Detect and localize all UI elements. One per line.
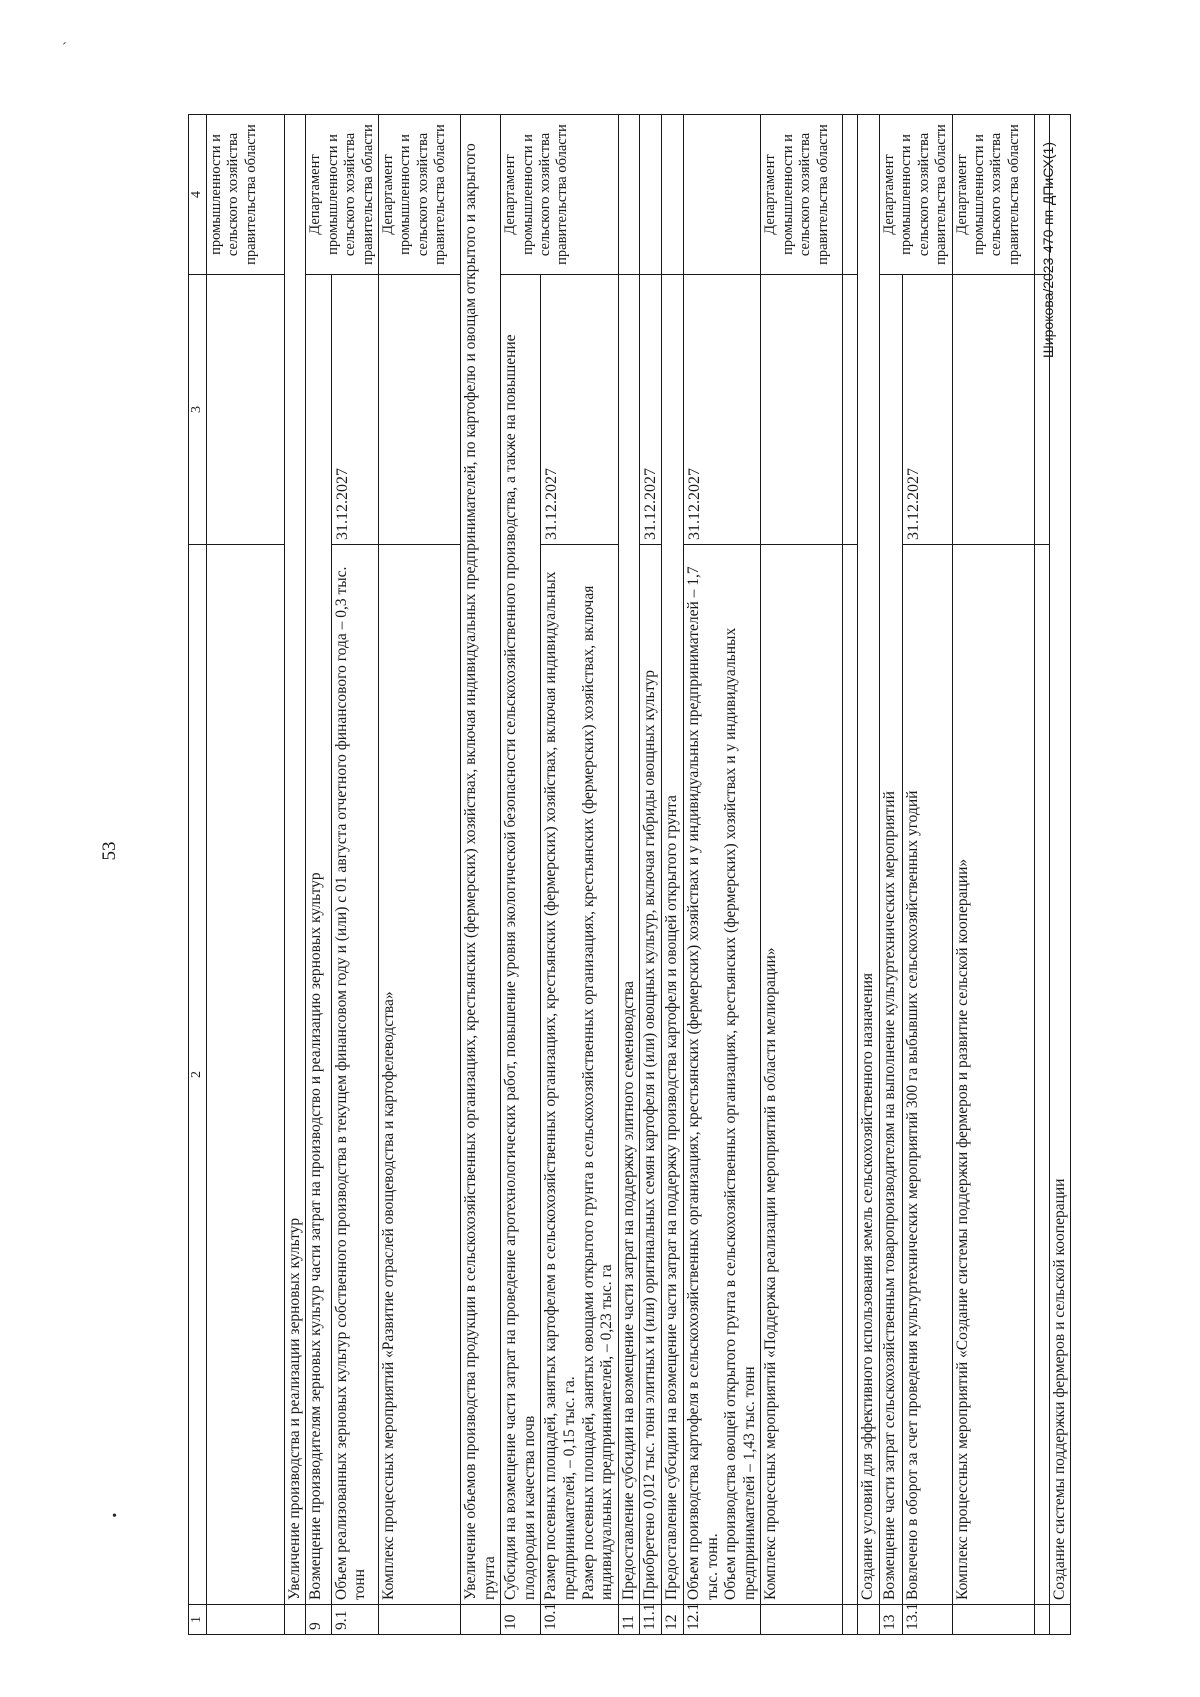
scan-speck: ´ bbox=[62, 41, 67, 56]
table-row bbox=[206, 115, 284, 1635]
table-row bbox=[880, 115, 903, 1635]
header-col-3: 3 bbox=[189, 275, 207, 545]
section-title: Увеличение производства и реализации зерновых культур bbox=[284, 115, 306, 1605]
row-text-part: Объем производства картофеля в сельскохозяйственных организациях, крестьянских (фермерских) хозяйствах и у индивидуальных предпринимателей – 1,7 тыс. тонн. bbox=[685, 566, 721, 1600]
table-row bbox=[684, 115, 761, 1635]
deadline-date: 31.12.2027 bbox=[331, 275, 378, 545]
deadline-date: 31.12.2027 bbox=[684, 275, 761, 545]
section-row bbox=[1049, 115, 1071, 1635]
complex-title: Комплекс процессных мероприятий «Создание системы поддержки фермеров и развитие сельской кооперации» bbox=[952, 545, 1034, 1605]
measures-table bbox=[188, 114, 1071, 1635]
deadline-date: 31.12.2027 bbox=[541, 275, 618, 545]
responsible-dept: Департамент промышленности и сельского хозяйства правительства области bbox=[952, 115, 1034, 275]
row-text bbox=[684, 545, 761, 1605]
table-row bbox=[541, 115, 618, 1635]
header-col-4: 4 bbox=[189, 115, 207, 275]
row-number: 9 bbox=[306, 1605, 331, 1635]
section-title: Создание системы поддержки фермеров и сельской кооперации bbox=[1049, 115, 1071, 1605]
header-col-1: 1 bbox=[189, 1605, 207, 1635]
section-title: Увеличение объемов производства продукции в сельскохозяйственных организациях, крестьянских (фермерских) хозяйствах, включая индивидуальных предпринимателей, по картофелю и овощам открытого и закрытого грунта bbox=[460, 115, 500, 1605]
table-row bbox=[378, 115, 460, 1635]
section-row bbox=[284, 115, 306, 1635]
table-row bbox=[761, 115, 843, 1635]
header-col-2: 2 bbox=[189, 545, 207, 1605]
dept-continuation: промышленности и сельского хозяйства правительства области bbox=[206, 115, 284, 275]
row-text-part: Объем производства овощей открытого грунта в сельскохозяйственных организациях, крестьянских (фермерских) хозяйствах и у индивидуальных предпринимателей – 1,43 тыс. тонн bbox=[722, 627, 758, 1600]
row-number: 13 bbox=[880, 1605, 903, 1635]
spacer-row bbox=[1034, 115, 1049, 1635]
row-number: 9.1 bbox=[331, 1605, 378, 1635]
rotated-table-container bbox=[188, 115, 1083, 1635]
responsible-dept: Департамент промышленности и сельского хозяйства правительства области bbox=[761, 115, 843, 275]
row-number: 10.1 bbox=[541, 1605, 618, 1635]
row-number: 11 bbox=[618, 1605, 640, 1635]
row-text: Приобретено 0,012 тыс. тонн элитных и (или) оригинальных семян картофеля и (или) овощных культур, включая гибриды овощных культур bbox=[640, 545, 662, 1605]
scan-speck: • bbox=[112, 1509, 117, 1524]
row-text-part: Размер посевных площадей, занятых картофелем в сельскохозяйственных организациях, крестьянских (фермерских) хозяйствах, включая индивидуальных предпринимателей, – 0,15 тыс. га. bbox=[542, 571, 578, 1600]
row-text: Вовлечено в оборот за счет проведения культуртехнических мероприятий 300 га выбывших сельскохозяйственных угодий bbox=[902, 545, 952, 1605]
spacer-row bbox=[843, 115, 858, 1635]
responsible-dept: Департамент промышленности и сельского хозяйства правительства области bbox=[501, 115, 619, 275]
section-row bbox=[858, 115, 880, 1635]
table-row bbox=[640, 115, 662, 1635]
table-row bbox=[902, 115, 952, 1635]
row-number: 12 bbox=[662, 1605, 684, 1635]
table-row bbox=[662, 115, 684, 1635]
row-text: Предоставление субсидии на возмещение части затрат на поддержку элитного семеноводства bbox=[618, 275, 640, 1605]
row-text: Возмещение производителям зерновых культур части затрат на производство и реализацию зерновых культур bbox=[306, 275, 331, 1605]
row-number: 12.1 bbox=[684, 1605, 761, 1635]
table-row bbox=[618, 115, 640, 1635]
deadline-date: 31.12.2027 bbox=[902, 275, 952, 545]
responsible-dept: Департамент промышленности и сельского хозяйства правительства области bbox=[378, 115, 460, 275]
table-row bbox=[331, 115, 378, 1635]
complex-title: Комплекс процессных мероприятий «Поддержка реализации мероприятий в области мелиорации» bbox=[761, 545, 843, 1605]
row-text: Субсидия на возмещение части затрат на проведение агротехнологических работ, повышение уровня экологической безопасности сельскохозяйственного производства, а также на повышение плодородия и качества почв bbox=[501, 275, 541, 1605]
section-row bbox=[460, 115, 500, 1635]
row-text-part: Размер посевных площадей, занятых овощами открытого грунта в сельскохозяйственных организациях, крестьянских (фермерских) хозяйствах, включая индивидуальных предпринимателей, – 0,23 тыс. га bbox=[579, 585, 616, 1600]
row-text: Предоставление субсидии на возмещение части затрат на поддержку производства картофеля и овощей открытого грунта bbox=[662, 275, 684, 1605]
section-title: Создание условий для эффективного использования земель сельскохозяйственного назначения bbox=[858, 115, 880, 1605]
page-number: 53 bbox=[99, 841, 120, 861]
table-row bbox=[306, 115, 331, 1635]
table-row bbox=[501, 115, 541, 1635]
responsible-dept: Департамент промышленности и сельского хозяйства правительства области bbox=[880, 115, 953, 275]
complex-title: Комплекс процессных мероприятий «Развитие отраслей овощеводства и картофелеводства» bbox=[378, 545, 460, 1605]
row-text: Объем реализованных зерновых культур собственного производства в текущем финансовом году и (или) с 01 августа отчетного финансового года – 0,3 тыс. тонн bbox=[331, 545, 378, 1605]
responsible-dept: Департамент промышленности и сельского хозяйства правительства области bbox=[306, 115, 379, 275]
row-number: 10 bbox=[501, 1605, 541, 1635]
table-row bbox=[952, 115, 1034, 1635]
row-text bbox=[541, 545, 618, 1605]
deadline-date: 31.12.2027 bbox=[640, 275, 662, 545]
table-header-row bbox=[189, 115, 207, 1635]
document-code: Широкова/2023-470-пп-ДПиСХ(1) bbox=[1040, 141, 1056, 359]
row-text: Возмещение части затрат сельскохозяйственным товаропроизводителям на выполнение культуртехнических мероприятий bbox=[880, 275, 903, 1605]
row-number: 13.1 bbox=[902, 1605, 952, 1635]
row-number: 11.1 bbox=[640, 1605, 662, 1635]
